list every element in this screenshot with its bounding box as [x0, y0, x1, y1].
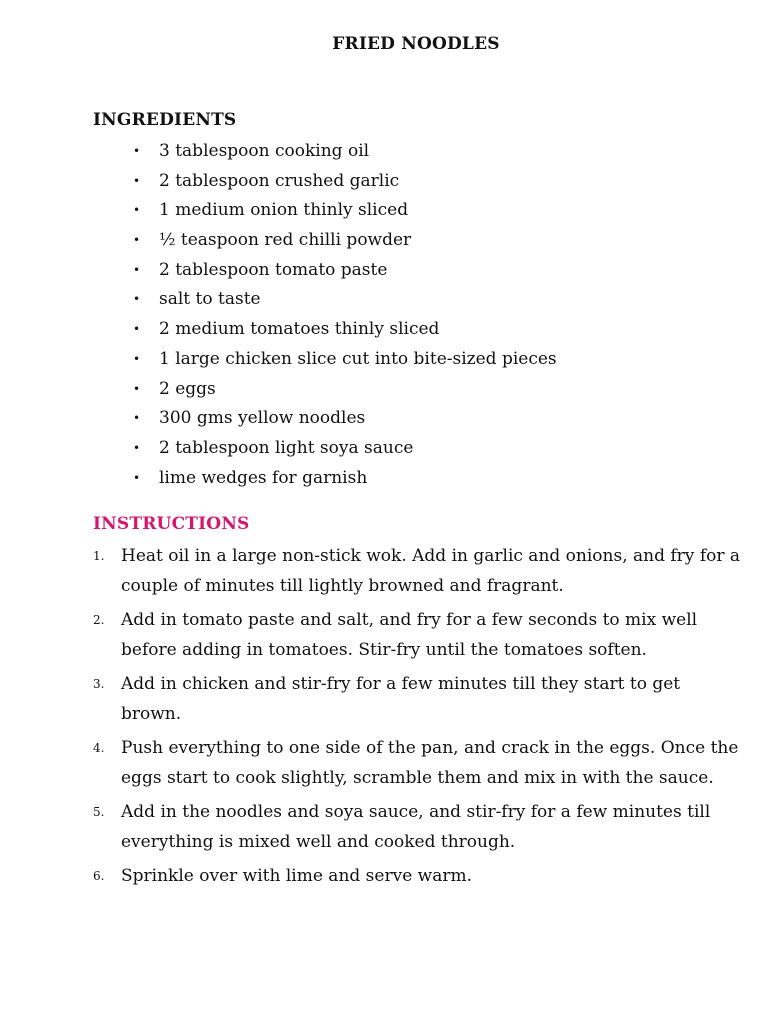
ingredient-text: 3 tablespoon cooking oil [159, 141, 370, 161]
step-text: Push everything to one side of the pan, and crack in the eggs. Once the eggs start to cook slightly, scramble them and mix in with the sauce. [121, 738, 739, 789]
ingredient-text: ½ teaspoon red chilli powder [159, 230, 412, 251]
ingredient-text: 2 tablespoon tomato paste [159, 259, 388, 280]
bullet-icon: • [133, 381, 141, 396]
bullet-icon: • [133, 233, 141, 248]
instruction-step [0, 606, 743, 666]
instructions-heading: INSTRUCTIONS [93, 514, 250, 534]
ingredient-text: 2 eggs [159, 378, 216, 399]
step-text: Add in the noodles and soya sauce, and stir-fry for a few minutes till everything is mixed well and cooked through. [121, 802, 711, 853]
ingredient-text: 2 medium tomatoes thinly sliced [159, 319, 440, 340]
step-text: Add in tomato paste and salt, and fry for a few seconds to mix well before adding in tomatoes. Stir-fry until the tomatoes soften. [121, 610, 698, 660]
bullet-icon: • [133, 262, 141, 277]
bullet-icon: • [133, 144, 141, 158]
instructions-list [0, 542, 743, 897]
ingredient-text: salt to taste [159, 289, 261, 310]
bullet-icon: • [133, 440, 141, 455]
ingredient-text: lime wedges for garnish [159, 467, 368, 488]
step-number: 5. [93, 805, 105, 820]
ingredient-text: 1 medium onion thinly sliced [159, 200, 409, 221]
step-text: Add in chicken and stir-fry for a few minutes till they start to get brown. [121, 674, 681, 724]
bullet-icon: • [133, 351, 141, 366]
step-number: 2. [93, 613, 105, 628]
ingredient-text: 1 large chicken slice cut into bite-sized pieces [159, 348, 557, 369]
step-number: 1. [93, 549, 105, 563]
ingredient-text: 2 tablespoon light soya sauce [159, 437, 414, 458]
bullet-icon: • [133, 292, 141, 307]
ingredients-heading: INGREDIENTS [93, 110, 237, 130]
step-number: 3. [93, 677, 105, 692]
step-number: 4. [93, 741, 105, 756]
step-number: 6. [93, 869, 105, 884]
instruction-step [0, 542, 743, 602]
instruction-step [0, 862, 743, 892]
bullet-icon: • [133, 203, 141, 218]
step-text: Sprinkle over with lime and serve warm. [121, 866, 472, 887]
bullet-icon: • [133, 322, 141, 337]
bullet-icon: • [133, 411, 141, 426]
step-text: Heat oil in a large non-stick wok. Add in garlic and onions, and fry for a couple of minutes till lightly browned and fragrant. [121, 546, 741, 596]
instruction-step [0, 734, 743, 794]
recipe-title: FRIED NOODLES [332, 34, 500, 54]
ingredient-text: 2 tablespoon crushed garlic [159, 170, 400, 191]
bullet-icon: • [133, 470, 141, 485]
bullet-icon: • [133, 173, 141, 188]
ingredient-text: 300 gms yellow noodles [159, 408, 366, 429]
instruction-step [0, 798, 743, 858]
instruction-step [0, 670, 743, 730]
